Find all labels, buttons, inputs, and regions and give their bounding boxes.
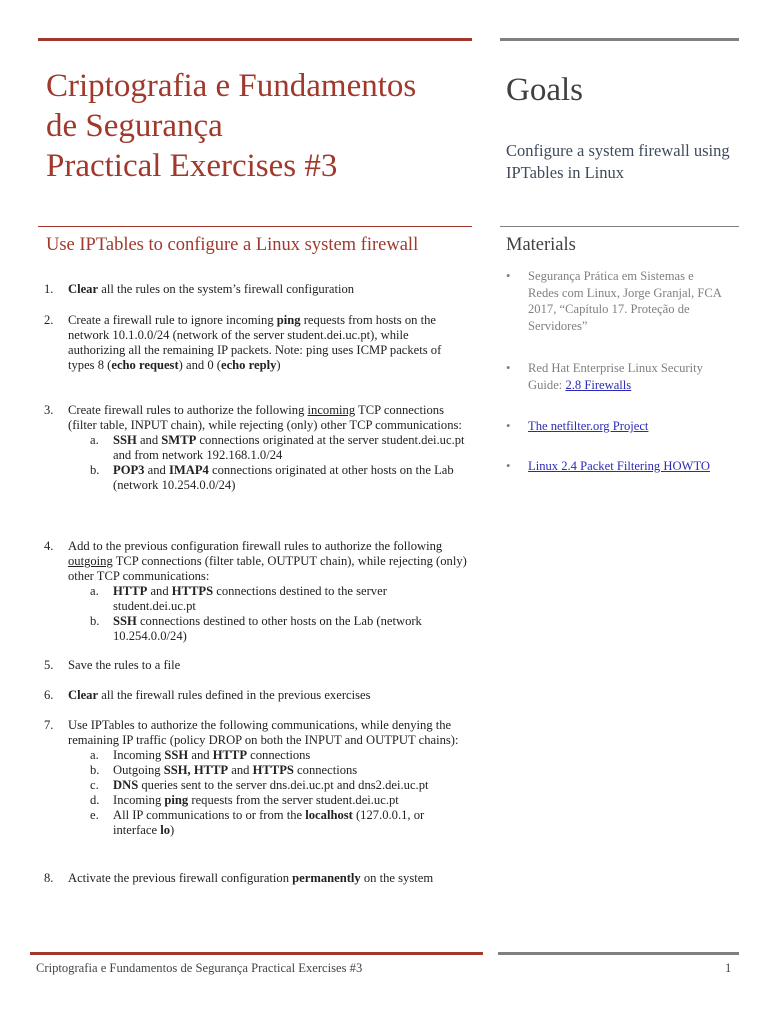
sub-item — [68, 808, 469, 838]
sub-text: connections destined to the server student.dei.uc.pt — [113, 584, 387, 613]
exercise-item-8 — [44, 871, 469, 886]
exercise-text: ) — [276, 358, 281, 372]
page-number: 1 — [725, 961, 732, 975]
bullet-icon: • — [506, 419, 511, 433]
material-text: Segurança Prática em Sistemas e Redes com Linux, Jorge Granjal, FCA 2017, “Capítulo 17. Proteção de Servidores” — [528, 269, 722, 333]
bold-term: HTTP — [212, 748, 248, 762]
bullet-icon: • — [506, 361, 511, 375]
top-rule-right — [500, 38, 739, 41]
sub-item — [68, 433, 469, 463]
exercise-number: 2. — [44, 313, 54, 327]
footer-text: Criptografia e Fundamentos de Segurança Practical Exercises #3 — [36, 961, 363, 975]
bold-term: ping — [276, 313, 301, 327]
sub-letter: d. — [90, 793, 100, 807]
exercise-number: 3. — [44, 403, 54, 417]
underlined-term: incoming — [307, 403, 356, 417]
exercise-text: on the system — [360, 871, 434, 885]
bullet-icon: • — [506, 269, 511, 283]
exercise-text: all the firewall rules defined in the previous exercises — [98, 688, 371, 702]
title-divider — [38, 226, 472, 227]
exercise-text: all the rules on the system’s firewall configuration — [98, 282, 355, 296]
exercise-text: ) and 0 ( — [178, 358, 221, 372]
bold-term: permanently — [292, 871, 361, 885]
sub-text: connections — [293, 763, 358, 777]
sub-letter: b. — [90, 463, 100, 477]
sub-text: requests from the server student.dei.uc.pt — [188, 793, 399, 807]
bold-term: Clear — [68, 282, 99, 296]
bold-term: HTTP — [113, 584, 148, 598]
section-heading: Use IPTables to configure a Linux system firewall — [46, 235, 419, 255]
footer-rule-left — [30, 952, 483, 955]
sub-list — [68, 584, 469, 644]
bold-term: POP3 — [113, 463, 145, 477]
exercise-item-5 — [44, 658, 469, 673]
sub-item — [68, 463, 469, 493]
sub-item — [68, 763, 469, 778]
goals-title: Goals — [506, 72, 583, 108]
sub-text: Outgoing — [113, 763, 164, 777]
exercise-text: Use IPTables to authorize the following communications, while denying the remaining IP traffic (policy DROP on both the INPUT and OUTPUT chains): — [68, 718, 459, 747]
sub-text: and — [147, 584, 172, 598]
exercise-text: Create a firewall rule to ignore incoming — [68, 313, 277, 327]
exercise-item-2 — [44, 313, 469, 373]
sub-item — [68, 778, 469, 793]
bold-term: lo — [160, 823, 170, 837]
title-line-3: Practical Exercises #3 — [46, 148, 338, 184]
materials-item — [506, 268, 726, 334]
materials-heading: Materials — [506, 235, 576, 255]
exercise-item-1 — [44, 282, 469, 297]
sub-list — [68, 433, 469, 493]
footer-rule-right — [498, 952, 739, 955]
sub-text: Incoming — [113, 793, 165, 807]
sub-letter: a. — [90, 433, 99, 447]
top-rule-left — [38, 38, 472, 41]
bold-term: Clear — [68, 688, 99, 702]
sub-letter: b. — [90, 763, 100, 777]
sub-list — [68, 748, 469, 838]
bold-term: echo request — [111, 358, 179, 372]
sub-text: (127.0.0.1, or interface — [113, 808, 425, 837]
sub-letter: a. — [90, 584, 99, 598]
sub-text: and — [144, 463, 169, 477]
sub-text: and — [228, 763, 253, 777]
sub-text: Incoming — [113, 748, 165, 762]
bold-term: SMTP — [161, 433, 197, 447]
exercise-number: 1. — [44, 282, 54, 296]
sub-item — [68, 748, 469, 763]
exercise-number: 6. — [44, 688, 54, 702]
sub-text: connections destined to other hosts on the Lab (network 10.254.0.0/24) — [113, 614, 422, 643]
sub-text: connections originated at other hosts on the Lab (network 10.254.0.0/24) — [113, 463, 454, 492]
bold-term: echo reply — [220, 358, 277, 372]
bold-term: SSH — [113, 614, 137, 628]
materials-item — [506, 360, 726, 393]
bold-term: HTTPS — [252, 763, 294, 777]
sub-text: and — [136, 433, 162, 447]
goals-divider — [500, 226, 739, 227]
bold-term: SSH — [113, 433, 137, 447]
sub-text: ) — [170, 823, 175, 837]
exercise-number: 8. — [44, 871, 54, 885]
exercise-text: TCP connections (filter table, OUTPUT chain), while rejecting (only) other TCP communications: — [68, 554, 467, 583]
exercise-item-3 — [44, 403, 469, 493]
sub-text: queries sent to the server dns.dei.uc.pt and dns2.dei.uc.pt — [138, 778, 429, 792]
exercise-text: TCP connections (filter table, INPUT chain), while rejecting (only) other TCP communications: — [68, 403, 462, 432]
material-text: Red Hat Enterprise Linux Security Guide: — [528, 361, 703, 392]
materials-item — [506, 458, 726, 475]
sub-text: connections — [247, 748, 311, 762]
exercise-text: Activate the previous firewall configuration — [68, 871, 293, 885]
exercise-text: Create firewall rules to authorize the following — [68, 403, 308, 417]
sub-text: and — [188, 748, 213, 762]
bold-term: ping — [164, 793, 189, 807]
bold-term: DNS — [113, 778, 139, 792]
bold-term: SSH — [164, 748, 189, 762]
exercise-text: requests from hosts on the network 10.1.0.0/24 (network of the server student.dei.uc.pt), while authorizing all the remaining IP packets. Note: ping uses ICMP packets of types 8 ( — [68, 313, 442, 372]
bold-term: SSH, HTTP — [163, 763, 229, 777]
bold-term: HTTPS — [171, 584, 214, 598]
bold-term: localhost — [305, 808, 353, 822]
sub-letter: c. — [90, 778, 99, 792]
underlined-term: outgoing — [68, 554, 113, 568]
document-title — [46, 66, 476, 186]
exercise-item-4 — [44, 539, 469, 644]
packet-filtering-howto-link[interactable]: Linux 2.4 Packet Filtering HOWTO — [528, 459, 711, 473]
title-line-2: de Segurança — [46, 108, 223, 144]
bullet-icon: • — [506, 459, 511, 473]
goals-text: Configure a system firewall using IPTables in Linux — [506, 141, 730, 182]
exercise-item-6 — [44, 688, 469, 703]
sub-text: All IP communications to or from the — [113, 808, 306, 822]
exercise-text: Add to the previous configuration firewall rules to authorize the following — [68, 539, 443, 553]
bold-term: IMAP4 — [168, 463, 209, 477]
exercise-item-7 — [44, 718, 469, 838]
exercise-number: 7. — [44, 718, 54, 732]
firewalls-link[interactable]: 2.8 Firewalls — [565, 377, 632, 392]
sub-letter: a. — [90, 748, 99, 762]
exercise-text: Save the rules to a file — [68, 658, 181, 672]
sub-text: connections originated at the server student.dei.uc.pt and from network 192.168.1.0/24 — [113, 433, 465, 462]
sub-item — [68, 793, 469, 808]
sub-item — [68, 614, 469, 644]
materials-item — [506, 418, 726, 435]
sub-letter: b. — [90, 614, 100, 628]
exercise-number: 4. — [44, 539, 54, 553]
exercise-number: 5. — [44, 658, 54, 672]
netfilter-link[interactable]: The netfilter.org Project — [528, 419, 649, 433]
title-line-1: Criptografia e Fundamentos — [46, 68, 417, 104]
sub-item — [68, 584, 469, 614]
sub-letter: e. — [90, 808, 99, 822]
